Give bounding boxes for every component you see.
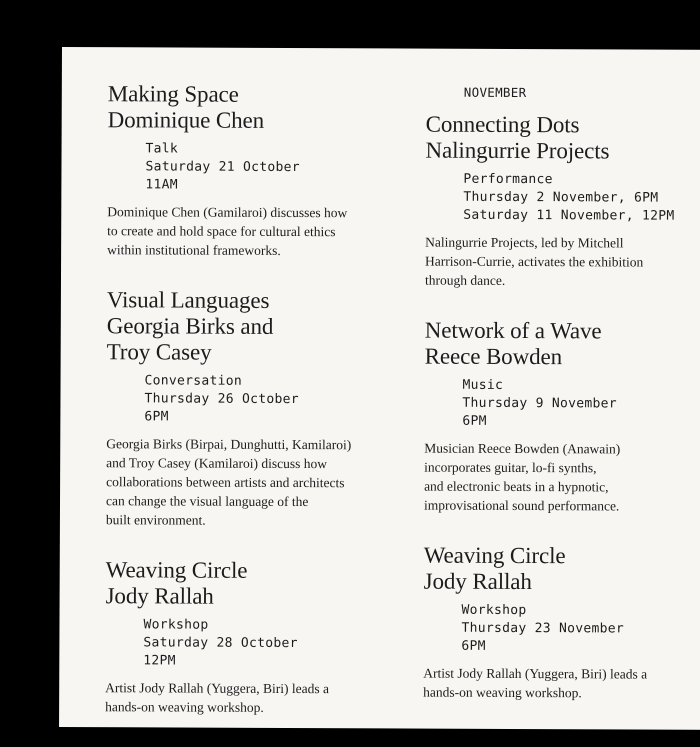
event-visual-languages <box>106 287 407 530</box>
event-date: Thursday 2 November, 6PM <box>463 189 659 206</box>
month-heading: NOVEMBER <box>463 84 527 101</box>
event-time: 6PM <box>461 638 486 654</box>
event-description: Dominique Chen (Gamilaroi) discusses how to create and hold space for cultural ethics within institutional frameworks. <box>107 204 348 258</box>
event-connecting-dots <box>425 112 700 291</box>
event-title: Making Space Dominique Chen <box>107 81 265 133</box>
event-date: Thursday 23 November <box>461 620 625 637</box>
event-time: 6PM <box>462 413 487 429</box>
event-date: Saturday 21 October <box>145 159 300 176</box>
event-type: Workshop <box>143 617 209 633</box>
event-time: 6PM <box>144 409 169 425</box>
event-description: Artist Jody Rallah (Yuggera, Biri) leads a hands-on weaving workshop. <box>105 680 330 715</box>
left-column <box>105 81 408 745</box>
event-type: Talk <box>145 141 179 157</box>
event-meta <box>462 377 700 432</box>
event-title: Visual Languages Georgia Birks and Troy Casey <box>106 287 274 365</box>
event-type: Workshop <box>461 602 527 619</box>
right-column <box>423 85 700 731</box>
event-title: Connecting Dots Nalingurrie Projects <box>425 111 610 164</box>
event-type: Music <box>462 377 504 393</box>
event-title: Network of a Wave Reece Bowden <box>424 317 602 370</box>
event-description: Georgia Birks (Birpai, Dunghutti, Kamilaroi) and Troy Casey (Kamilaroi) discuss how collaborations between artists and architects can change the visual language of the built environment. <box>105 436 352 528</box>
event-description: Nalingurrie Projects, led by Mitchell Harrison-Currie, activates the exhibition through dance. <box>424 234 644 288</box>
event-meta <box>463 171 700 226</box>
event-meta <box>461 602 700 657</box>
event-title: Weaving Circle Jody Rallah <box>423 542 566 595</box>
event-title: Weaving Circle Jody Rallah <box>105 557 248 609</box>
event-meta <box>143 616 405 671</box>
event-network-of-a-wave <box>424 318 700 516</box>
event-date: Saturday 11 November, 12PM <box>463 207 675 224</box>
event-making-space <box>107 81 408 260</box>
event-time: 11AM <box>145 177 178 193</box>
event-time: 12PM <box>143 653 176 669</box>
event-type: Performance <box>463 171 553 188</box>
event-meta <box>144 372 406 427</box>
event-date: Thursday 26 October <box>144 391 299 408</box>
event-description: Artist Jody Rallah (Yuggera, Biri) leads a hands-on weaving workshop. <box>423 665 648 701</box>
event-meta <box>145 140 407 195</box>
event-weaving-circle-november <box>423 543 700 703</box>
event-description: Musician Reece Bowden (Anawain) incorporates guitar, lo-fi synths, and electronic beats in a hypnotic, improvisational sound performance. <box>423 440 621 514</box>
event-weaving-circle-october <box>105 557 406 717</box>
event-type: Conversation <box>144 373 243 389</box>
event-date: Saturday 28 October <box>143 635 298 652</box>
event-date: Thursday 9 November <box>462 395 617 412</box>
printed-page <box>59 47 700 730</box>
